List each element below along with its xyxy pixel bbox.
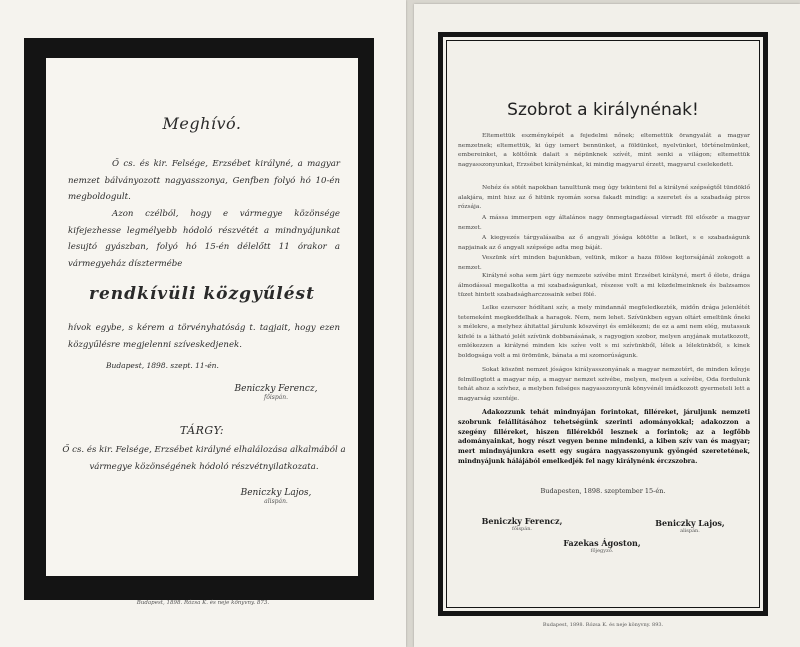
appeal-date: Budapesten, 1898. szeptember 15-én. xyxy=(540,487,666,495)
appeal-paragraph: Nehéz és sötét napokban tanulttunk meg úgy tekinteni fel a királyné szépségtől tündöklő alakjára, mint hisz az ő hitünk nyomán sorsa fakadt mindig: a szeretet és a szabadság piros rózsája. xyxy=(458,185,750,211)
signer-title: alispán. xyxy=(264,498,288,505)
appeal-title: Szobrot a királynénak! xyxy=(507,100,699,120)
invitation-heading: rendkívüli közgyűlést xyxy=(89,284,315,304)
signer-title: főjegyző. xyxy=(590,548,614,554)
appeal-paragraph: Eltemettük eszményképét a fejedelmi nőnek; eltemettük örangyalát a magyar nemzetnek; eltemettük, ki úgy ismert bennünket, a földünket, nyelvünket, történelmünket, embereinket, a költőink dalait s népünknek szívét, mint senki a világon; eltemettük nagyasszonyunkat, Erzsébet királynénkat, ki mindig magyarul érzett, magyarul cselekedett. xyxy=(458,133,750,168)
invitation-paragraph-3: hívok egybe, s kérem a törvényhatóság t. tagjait, hogy ezen közgyűlésre megjelenni szíveskedjenek. xyxy=(68,323,340,350)
left-imprint: Budapest, 1898. Rózsa K. és neje könyvny. 873. xyxy=(136,600,270,606)
appeal-paragraph: A mássa immerpen egy általános nagy önmegtagadással virradt föl először a magyar nemzet. xyxy=(458,215,750,231)
signature-beniczky-lajos xyxy=(206,488,346,505)
signer-name: Fazekas Ágoston, xyxy=(563,538,641,548)
signer-name: Beniczky Lajos, xyxy=(655,518,725,528)
invitation-title: Meghívó. xyxy=(162,114,242,133)
signer-title: főispán. xyxy=(263,394,289,401)
invitation-body xyxy=(46,58,358,576)
invitation-paragraph-1: Ő cs. és kir. Felsége, Erzsébet királyné, a magyar nemzet bálványozott nagyasszonya, Genfben folyó hó 10-én megboldogult. xyxy=(68,159,340,202)
signer-title: alispán. xyxy=(680,528,700,534)
signer-name: Beniczky Lajos, xyxy=(240,488,312,498)
subject-label: TÁRGY: xyxy=(179,424,225,437)
signature-beniczky-ferencz xyxy=(462,516,582,532)
signer-name: Beniczky Ferencz, xyxy=(234,384,318,394)
signature-beniczky-ferencz xyxy=(206,384,346,401)
signature-fazekas-agoston xyxy=(542,538,662,554)
subject-text: Ő cs. és kir. Felsége, Erzsébet királyné elhalálozása alkalmából a vármegye közönségének hódoló részvétnyilatkozata. xyxy=(62,445,346,472)
appeal-paragraph: A kiegyezés tárgyalásaiba az ő angyali jósága kötötte a lelket, s e szabadságunk napjainak az ő angyali szépsége adta meg báját. xyxy=(458,235,750,251)
appeal-paragraph: Királyné soha sem járt úgy nemzete szívébe mint Erzsébet királyné, mert ő élete, drága álmodással megalkotta a mi szabadságunkat, részese volt a mi küzdelmeinknek és balzsamos tüzet hintett szabadságharczosaink sebei fölé. xyxy=(458,273,750,299)
signer-title: főispán. xyxy=(511,526,533,532)
signature-beniczky-lajos xyxy=(630,518,750,534)
right-imprint: Budapest, 1898. Rózsa K. és neje könyvny. 893. xyxy=(542,622,664,628)
signer-name: Beniczky Ferencz, xyxy=(481,516,563,526)
appeal-bold-paragraph: Adakozzunk tehát mindnyájan forintokat, filléreket, járuljunk nemzeti szobrunk felállításához tehetségünk szerinti adományokkal; adakozzon a szegény filléreket, hiszen fillérekből lesznek a forintok; az a legfőbb adományainkat, hogy részt vegyen benne mindenki, a kiben szív van és magyar; mert mindnyájunkra esett egy sugára nagyasszonyunk gyöngéd szeretetének, mindnyájunk hálájából emelkedjék fel nagy királynénk érczszobra. xyxy=(458,408,750,465)
appeal-paragraph: Lelke ezerszer hódítani szív, a mely mindannál megfeledkezték, midőn drága jelenlétét tetemeként megkeddelhak a haragok. Nem, nem lehet. Szívünkben egyan oltárt emeltünk őneki s mélekre, a melyhez áhitattal járulunk köszvényi és emlékezni; de ez a ami nem elég, mutassuk kifelé is a látható jelét szívünk dobbanásának, s ragyogjon szobor, melyen anyjának mutatkozott, emlékezzen a királyné minden kis szíve volt s mi szívünkből, lélek a lélekünkből, s kinek boldogsága volt a mi örömünk, bánata a mi szomorúságunk. xyxy=(458,305,750,359)
invitation-paragraph-2: Azon czélból, hogy e vármegye közönsége kifejezhesse legmélyebb hódoló részvétét a mindnyájunkat lesujtó gyászban, folyó hó 15-én délelőtt 11 órakor a vármegyeház dísztermébe xyxy=(68,209,340,269)
appeal-paragraph: Veszünk sírt minden bajunkban, velünk, mikor a haza fölöse kejtorsájánál zokogott a nemzet. xyxy=(458,255,750,271)
invitation-date: Budapest, 1898. szept. 11-én. xyxy=(106,361,219,370)
appeal-paragraph: Sokat köszönt nemzet jóságos királyasszonyának a magyar nemzetért, de minden kőnyje felmillogtott a magyar nép, a magyar nemzet szivébe, melyen, melyen a szívébe, Oda fordulunk tehát ahoz a szívhez, a melyben felséges nagyasszonyunk könyvénél imádkozott gyermeteli lett a magyarság szentéje. xyxy=(458,367,750,402)
